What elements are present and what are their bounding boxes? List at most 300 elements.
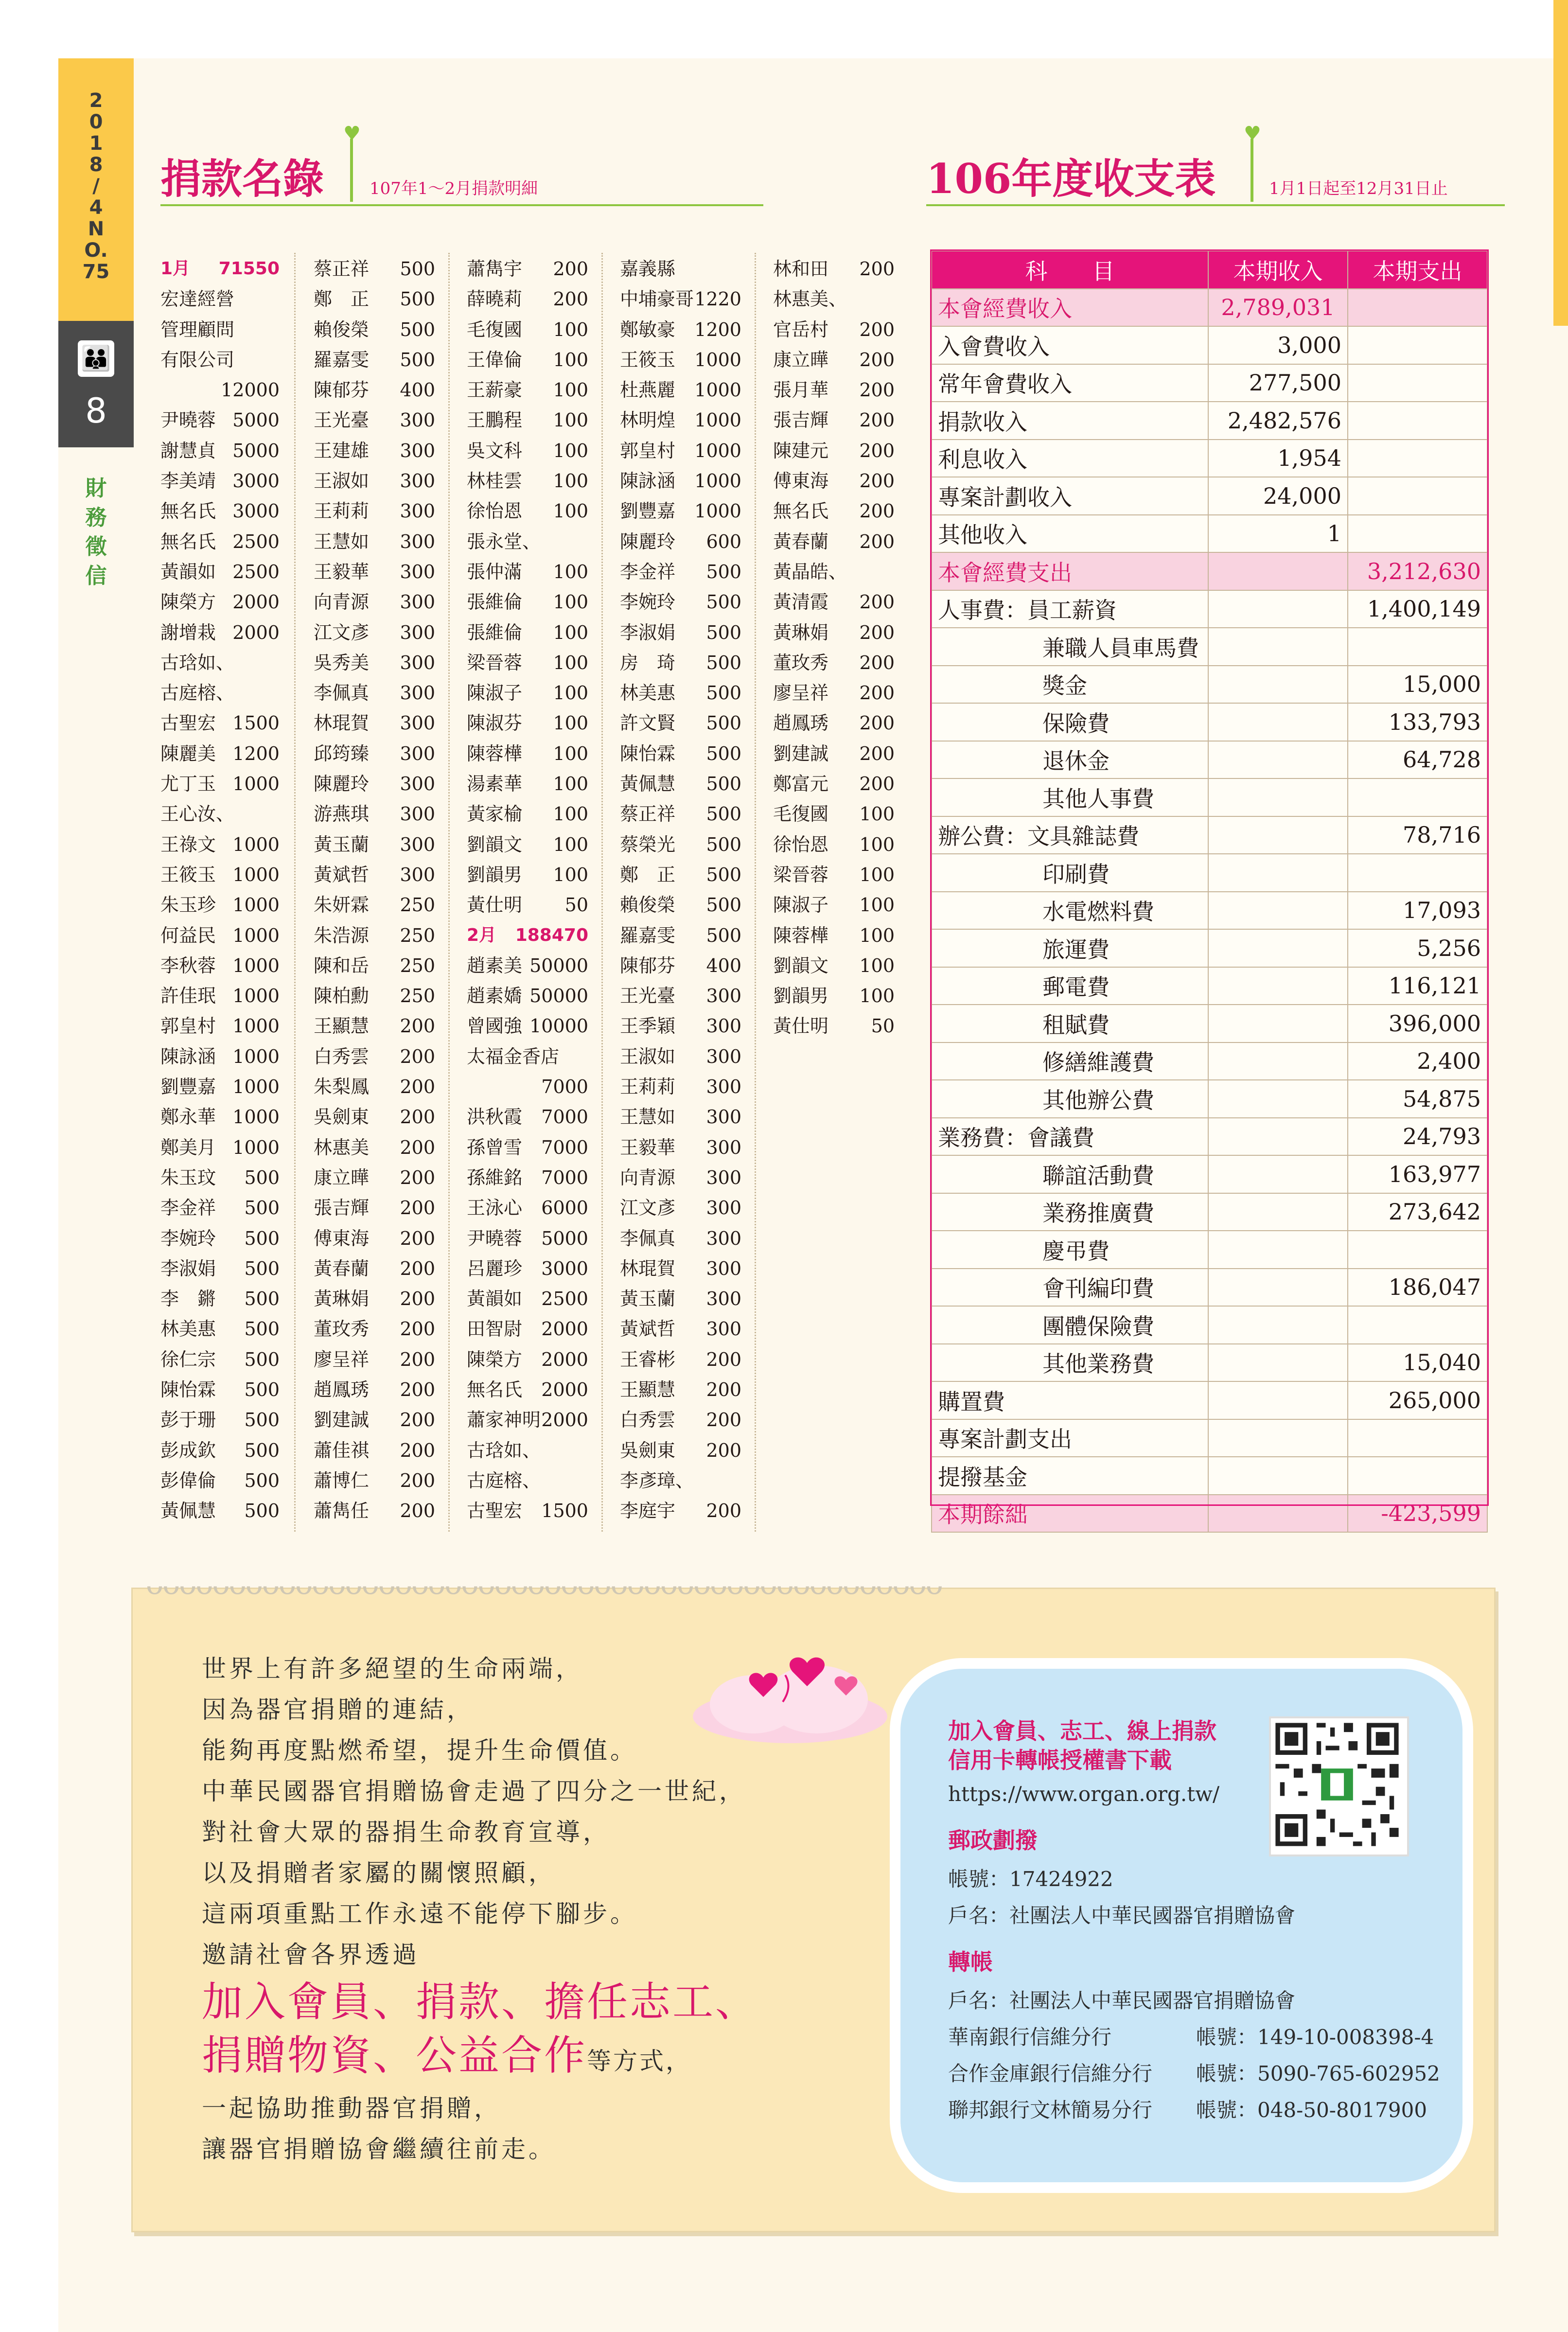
donation-amount: 2000: [232, 621, 280, 643]
finance-subject: [932, 515, 1208, 553]
bank-name: 聯邦銀行文林簡易分行: [948, 2098, 1153, 2122]
donor-name: 毛復國: [773, 803, 829, 825]
donor-name: 王毅華: [620, 1136, 676, 1158]
donor-name: 陳淑芬: [467, 712, 523, 734]
donation-amount: 1000: [232, 924, 280, 946]
donor-name: 吳劍東: [314, 1106, 370, 1128]
donor-name: 李 鏘: [160, 1288, 216, 1310]
donor-row: [160, 1072, 280, 1102]
finance-income: 3,000: [1208, 326, 1348, 364]
donor-name: 吳劍東: [620, 1439, 676, 1461]
finance-expense: 78,716: [1348, 816, 1487, 854]
donor-name: 王顯慧: [314, 1015, 370, 1037]
donor-name: 蔡榮光: [620, 833, 676, 855]
bank-name: 華南銀行信維分行: [948, 2025, 1112, 2049]
donation-amount: 1000: [694, 349, 741, 371]
donor-name: 王睿彬: [620, 1348, 676, 1370]
donation-amount: 500: [706, 803, 741, 825]
donor-row: [467, 1132, 588, 1163]
donor-row: [773, 678, 895, 708]
donor-name: 黃佩慧: [160, 1500, 216, 1522]
donor-name: 李婉玲: [620, 591, 676, 613]
finance-subject: [932, 1080, 1208, 1118]
donor-row: [773, 345, 895, 375]
donation-amount: 250: [400, 985, 435, 1007]
donor-row: [620, 1405, 741, 1435]
donor-name: 徐怡恩: [773, 833, 829, 855]
donor-row: [314, 557, 435, 587]
donation-amount: 200: [400, 1136, 435, 1158]
donor-name: 陳蓉樺: [773, 924, 829, 946]
column-divider: [755, 253, 758, 1532]
finance-subject-label: 其他辦公費: [1042, 1087, 1154, 1113]
appeal-closing-line: 讓器官捐贈協會繼續往前走。: [202, 2135, 556, 2163]
donor-row: [773, 496, 895, 526]
donor-row: [620, 769, 741, 799]
donation-amount: 300: [706, 1015, 741, 1037]
finance-income: [1208, 892, 1348, 930]
finance-subject: [932, 1005, 1208, 1042]
donor-name: 張維倫: [467, 621, 523, 643]
donation-amount: 500: [244, 1197, 280, 1219]
finance-subject: [932, 1193, 1208, 1231]
finance-income: [1208, 967, 1348, 1005]
donor-row: [620, 1011, 741, 1041]
donor-name: 賴俊榮: [620, 894, 676, 916]
finance-income: 24,000: [1208, 477, 1348, 515]
donor-row: [467, 1011, 588, 1041]
donor-name: 蕭家神明: [467, 1409, 541, 1431]
donor-name: 陳詠涵: [160, 1045, 216, 1067]
donor-row: [160, 830, 280, 860]
donor-row: [620, 1496, 741, 1526]
finance-row: [932, 440, 1487, 477]
donor-row: [467, 284, 588, 314]
donor-name: 李金祥: [160, 1197, 216, 1219]
bank-account: 帳號：149-10-008398-4: [1196, 2025, 1434, 2049]
bank-name: 合作金庫銀行信維分行: [948, 2062, 1153, 2085]
donation-amount: 200: [400, 1076, 435, 1098]
donor-row: [314, 890, 435, 920]
appeal-line: 中華民國器官捐贈協會走過了四分之一世紀，: [202, 1777, 746, 1805]
donor-row: [314, 587, 435, 617]
finance-expense: [1348, 1457, 1487, 1495]
appeal-line: 以及捐贈者家屬的關懷照顧，: [202, 1859, 556, 1887]
donor-row: [314, 315, 435, 345]
donor-row: [160, 1466, 280, 1496]
donor-name: 呂麗珍: [467, 1257, 523, 1279]
donor-name: 黃佩慧: [620, 773, 676, 795]
donation-amount: 200: [400, 1015, 435, 1037]
finance-income: [1208, 1381, 1348, 1419]
donor-row: [314, 1011, 435, 1041]
donor-name: 無名氏: [160, 500, 216, 522]
finance-subject-label: 其他業務費: [1042, 1351, 1154, 1378]
donor-name: 黃玉蘭: [314, 833, 370, 855]
donor-row: [467, 254, 588, 284]
heading-underline: [160, 204, 763, 206]
donor-name: 房 琦: [620, 652, 676, 673]
finance-subject: [932, 628, 1208, 666]
donor-row: [160, 375, 280, 405]
donation-amount: 500: [244, 1166, 280, 1188]
donor-name: 王泳心: [467, 1197, 523, 1219]
donor-row: [773, 527, 895, 557]
finance-subject: [932, 703, 1208, 741]
donor-name: 王淑如: [620, 1045, 676, 1067]
donation-amount: 500: [706, 561, 741, 583]
donor-name: 朱玉玟: [160, 1166, 216, 1188]
donation-amount: 200: [859, 682, 895, 704]
donor-row: [160, 587, 280, 617]
section-label-char: 務: [85, 505, 107, 530]
finance-subject: [932, 440, 1208, 477]
donation-amount: 300: [400, 742, 435, 764]
donor-row: [620, 375, 741, 405]
donation-amount: 2000: [232, 591, 280, 613]
finance-subject: [932, 854, 1208, 892]
finance-income: [1208, 741, 1348, 779]
finance-row: [932, 929, 1487, 967]
finance-subject-label: 專案計劃收入: [938, 484, 1072, 511]
finance-subject-label: 本會經費收入: [938, 296, 1072, 322]
section-label-char: 信: [85, 564, 107, 588]
donation-amount: 7000: [541, 1166, 588, 1188]
donation-amount: 500: [244, 1439, 280, 1461]
donor-row: [314, 375, 435, 405]
donation-amount: 100: [859, 924, 895, 946]
issue-date-label: [58, 90, 134, 283]
donor-name: 白秀雲: [314, 1045, 370, 1067]
donor-name: 廖呈祥: [773, 682, 829, 704]
finance-subject: [932, 326, 1208, 364]
transfer-heading: 轉帳: [948, 1949, 993, 1975]
finance-income: [1208, 1005, 1348, 1042]
donor-row: [314, 648, 435, 678]
finance-income: [1208, 1155, 1348, 1193]
finance-row: [932, 1457, 1487, 1495]
finance-expense: 1,400,149: [1348, 590, 1487, 628]
donor-row: [467, 1405, 588, 1435]
section-label-char: 徵: [85, 534, 107, 559]
donor-row: [160, 890, 280, 920]
donor-row: [620, 315, 741, 345]
donor-name: 趙素嬌: [467, 985, 523, 1007]
form-download-heading: 信用卡轉帳授權書下載: [948, 1747, 1172, 1773]
month-label: 1月: [160, 259, 191, 279]
donation-amount: 1000: [232, 1136, 280, 1158]
donation-amount: 250: [400, 924, 435, 946]
donor-row: [773, 557, 895, 587]
transfer-account-name: 戶名：社團法人中華民國器官捐贈協會: [948, 1989, 1296, 2013]
finance-subject-label: 水電燃料費: [1042, 899, 1154, 925]
donation-amount: 200: [859, 379, 895, 401]
finance-income: [1208, 1344, 1348, 1382]
donor-row: [620, 254, 741, 284]
donation-amount: 2000: [541, 1409, 588, 1431]
donor-name: 傅東海: [773, 470, 829, 492]
donation-amount: 300: [400, 712, 435, 734]
donor-name: 向青源: [620, 1166, 676, 1188]
finance-subject-label: 兼職人員車馬費: [1042, 635, 1199, 661]
donation-amount: 300: [706, 1166, 741, 1188]
donor-name: 黃玉蘭: [620, 1288, 676, 1310]
donor-row: [314, 920, 435, 951]
donor-name: 陳麗美: [160, 742, 216, 764]
donor-row: [467, 1223, 588, 1254]
donor-row: [314, 1496, 435, 1526]
donor-name: 陳怡霖: [160, 1378, 216, 1400]
donation-amount: 5000: [232, 409, 280, 431]
donor-row: [314, 496, 435, 526]
finance-subject: [932, 590, 1208, 628]
donor-row: [467, 1435, 588, 1466]
donation-amount: 3000: [232, 500, 280, 522]
finance-subject: [932, 1155, 1208, 1193]
donor-row: [467, 1344, 588, 1375]
finance-expense: [1348, 1419, 1487, 1457]
donation-amount: 200: [400, 1045, 435, 1067]
donor-row: [467, 618, 588, 648]
donor-name: 王光臺: [620, 985, 676, 1007]
donor-row: [160, 436, 280, 466]
donor-name: 曾國強: [467, 1015, 523, 1037]
donor-name: 古聖宏: [160, 712, 216, 734]
donor-name: 康立曄: [773, 349, 829, 371]
donor-row: [314, 1344, 435, 1375]
donation-amount: 200: [400, 1166, 435, 1188]
donor-row: [620, 618, 741, 648]
donation-amount: 200: [859, 440, 895, 461]
donor-row: [160, 1375, 280, 1405]
finance-subject: [932, 364, 1208, 402]
finance-subject-label: 旅運費: [1042, 936, 1110, 963]
donor-name: 陳柏勳: [314, 985, 370, 1007]
donation-amount: 500: [244, 1409, 280, 1431]
donor-row: [773, 860, 895, 890]
finance-row: [932, 515, 1487, 553]
donor-row: [160, 708, 280, 738]
donor-row: [160, 618, 280, 648]
donor-name: 有限公司: [160, 349, 235, 371]
donor-row: [160, 496, 280, 526]
donor-row: [314, 1284, 435, 1314]
finance-row: [932, 552, 1487, 590]
donor-row: [620, 1314, 741, 1344]
finance-row: [932, 364, 1487, 402]
finance-row: [932, 1344, 1487, 1382]
donation-amount: 200: [859, 530, 895, 552]
finance-subtitle: 1月1日起至12月31日止: [1269, 179, 1448, 198]
donation-amount: 5000: [541, 1227, 588, 1249]
donor-name: 蕭佳祺: [314, 1439, 370, 1461]
donor-row: [467, 557, 588, 587]
donor-row: [773, 405, 895, 435]
donor-row: [160, 315, 280, 345]
donation-amount: 300: [400, 470, 435, 492]
finance-expense: [1348, 854, 1487, 892]
donation-amount: 100: [553, 833, 588, 855]
donation-amount: 100: [553, 682, 588, 704]
finance-income: [1208, 1118, 1348, 1156]
appeal-line: 對社會大眾的器捐生命教育宣導，: [202, 1818, 610, 1846]
donor-row: [620, 1284, 741, 1314]
donor-name: 王筱玉: [620, 349, 676, 371]
month-total: 71550: [218, 259, 280, 279]
appeal-text: [202, 1648, 758, 2170]
donation-amount: 200: [400, 1348, 435, 1370]
donor-name: 江文彥: [314, 621, 370, 643]
finance-expense: [1348, 628, 1487, 666]
donor-name: 徐怡恩: [467, 500, 523, 522]
donation-amount: 3000: [232, 470, 280, 492]
donation-amount: 300: [706, 985, 741, 1007]
donor-row: [314, 830, 435, 860]
donor-name: 陳郁芬: [620, 954, 676, 976]
appeal-line: 邀請社會各界透過: [202, 1941, 420, 1969]
donor-row: [620, 860, 741, 890]
donation-amount: 1000: [232, 1106, 280, 1128]
donor-name: 羅嘉雯: [620, 924, 676, 946]
finance-expense: [1348, 477, 1487, 515]
donation-amount: 500: [706, 712, 741, 734]
donation-amount: 100: [859, 985, 895, 1007]
donation-column-1: [160, 254, 280, 1526]
donor-row: [314, 1042, 435, 1072]
donation-amount: 500: [400, 258, 435, 280]
finance-expense: 54,875: [1348, 1080, 1487, 1118]
donor-row: [773, 436, 895, 466]
donor-row: [773, 375, 895, 405]
finance-income: [1208, 816, 1348, 854]
donation-amount: 5000: [232, 440, 280, 461]
donor-name: 張仲滿: [467, 561, 523, 583]
finance-subject-label: 辦公費：文具雜誌費: [938, 823, 1139, 850]
donation-amount: 500: [706, 742, 741, 764]
donor-name: 王薪豪: [467, 379, 523, 401]
donation-title: 捐款名錄: [160, 155, 324, 203]
qr-code-icon[interactable]: [1269, 1716, 1409, 1856]
donor-name: 許佳珉: [160, 985, 216, 1007]
donation-amount: 50: [871, 1015, 895, 1037]
donor-name: 古琀如、: [160, 652, 235, 673]
donation-amount: 100: [859, 954, 895, 976]
finance-row: [932, 289, 1487, 327]
section-label: [58, 474, 134, 591]
donor-name: 吳文科: [467, 440, 523, 461]
finance-subject-label: 修繕維護費: [1042, 1049, 1154, 1076]
donation-amount: 7000: [541, 1136, 588, 1158]
donor-name: 王建雄: [314, 440, 370, 461]
donation-amount: 200: [859, 318, 895, 340]
donation-amount: 12000: [221, 379, 280, 401]
donation-amount: 10000: [529, 1015, 588, 1037]
finance-income: [1208, 1193, 1348, 1231]
donor-row: [467, 799, 588, 829]
issue-date-char: 4: [89, 196, 103, 219]
appeal-lines: [202, 1648, 758, 1975]
appeal-highlight-2: [202, 2029, 758, 2088]
donor-name: 趙鳳琇: [773, 712, 829, 734]
donation-amount: 500: [706, 924, 741, 946]
donor-name: 劉韻文: [773, 954, 829, 976]
donor-name: 林琨賀: [620, 1257, 676, 1279]
donor-name: 黃家榆: [467, 803, 523, 825]
donor-name: 黃韻如: [160, 561, 216, 583]
donor-name: 廖呈祥: [314, 1348, 370, 1370]
finance-subject-label: 業務推廣費: [1042, 1200, 1154, 1227]
appeal-highlight-1: 加入會員、捐款、擔任志工、: [202, 1978, 758, 2026]
finance-expense: [1348, 440, 1487, 477]
donation-amount: 500: [706, 864, 741, 885]
donor-row: [620, 799, 741, 829]
donor-row: [160, 1223, 280, 1254]
donation-amount: 200: [859, 652, 895, 673]
donation-amount: 1000: [232, 894, 280, 916]
finance-subject: [932, 778, 1208, 816]
donation-amount: 300: [706, 1106, 741, 1128]
donor-row: [620, 1163, 741, 1193]
donation-amount: 1000: [232, 864, 280, 885]
finance-expense: 116,121: [1348, 967, 1487, 1005]
finance-expense: 64,728: [1348, 741, 1487, 779]
donor-row: [467, 1072, 588, 1102]
donor-name: 黃斌哲: [620, 1318, 676, 1340]
donation-amount: 100: [553, 773, 588, 795]
donor-name: 朱梨鳳: [314, 1076, 370, 1098]
donor-row: [314, 405, 435, 435]
finance-subject-label: 退休金: [1042, 748, 1110, 775]
finance-subject: [932, 552, 1208, 590]
finance-subject-label: 利息收入: [938, 446, 1027, 473]
finance-income: 1: [1208, 515, 1348, 553]
donor-row: [160, 284, 280, 314]
donor-row: [467, 375, 588, 405]
finance-income: [1208, 854, 1348, 892]
donor-row: [160, 769, 280, 799]
donor-row: [314, 769, 435, 799]
website-link[interactable]: https://www.organ.org.tw/: [948, 1782, 1220, 1806]
donor-name: 何益民: [160, 924, 216, 946]
donor-row: [314, 1102, 435, 1132]
finance-income: [1208, 666, 1348, 704]
finance-subject: [932, 892, 1208, 930]
finance-income: [1208, 1457, 1348, 1495]
donor-name: 鄭敏豪: [620, 318, 676, 340]
donor-name: 陳怡霖: [620, 742, 676, 764]
donor-name: 王季穎: [620, 1015, 676, 1037]
donor-name: 李淑娟: [620, 621, 676, 643]
finance-income: [1208, 1080, 1348, 1118]
donation-amount: 200: [400, 1288, 435, 1310]
donation-amount: 7000: [541, 1076, 588, 1098]
finance-row: [932, 1419, 1487, 1457]
donor-name: 董玫秀: [314, 1318, 370, 1340]
donor-row: [314, 799, 435, 829]
donor-row: [314, 436, 435, 466]
donor-row: [620, 739, 741, 769]
donation-amount: 6000: [541, 1197, 588, 1219]
donor-name: 王淑如: [314, 470, 370, 492]
donation-amount: 500: [706, 773, 741, 795]
donation-amount: 200: [859, 409, 895, 431]
donor-row: [314, 708, 435, 738]
donor-row: [314, 1193, 435, 1223]
finance-row: [932, 477, 1487, 515]
donation-amount: 2000: [541, 1348, 588, 1370]
finance-income: [1208, 1419, 1348, 1457]
donor-row: [467, 708, 588, 738]
